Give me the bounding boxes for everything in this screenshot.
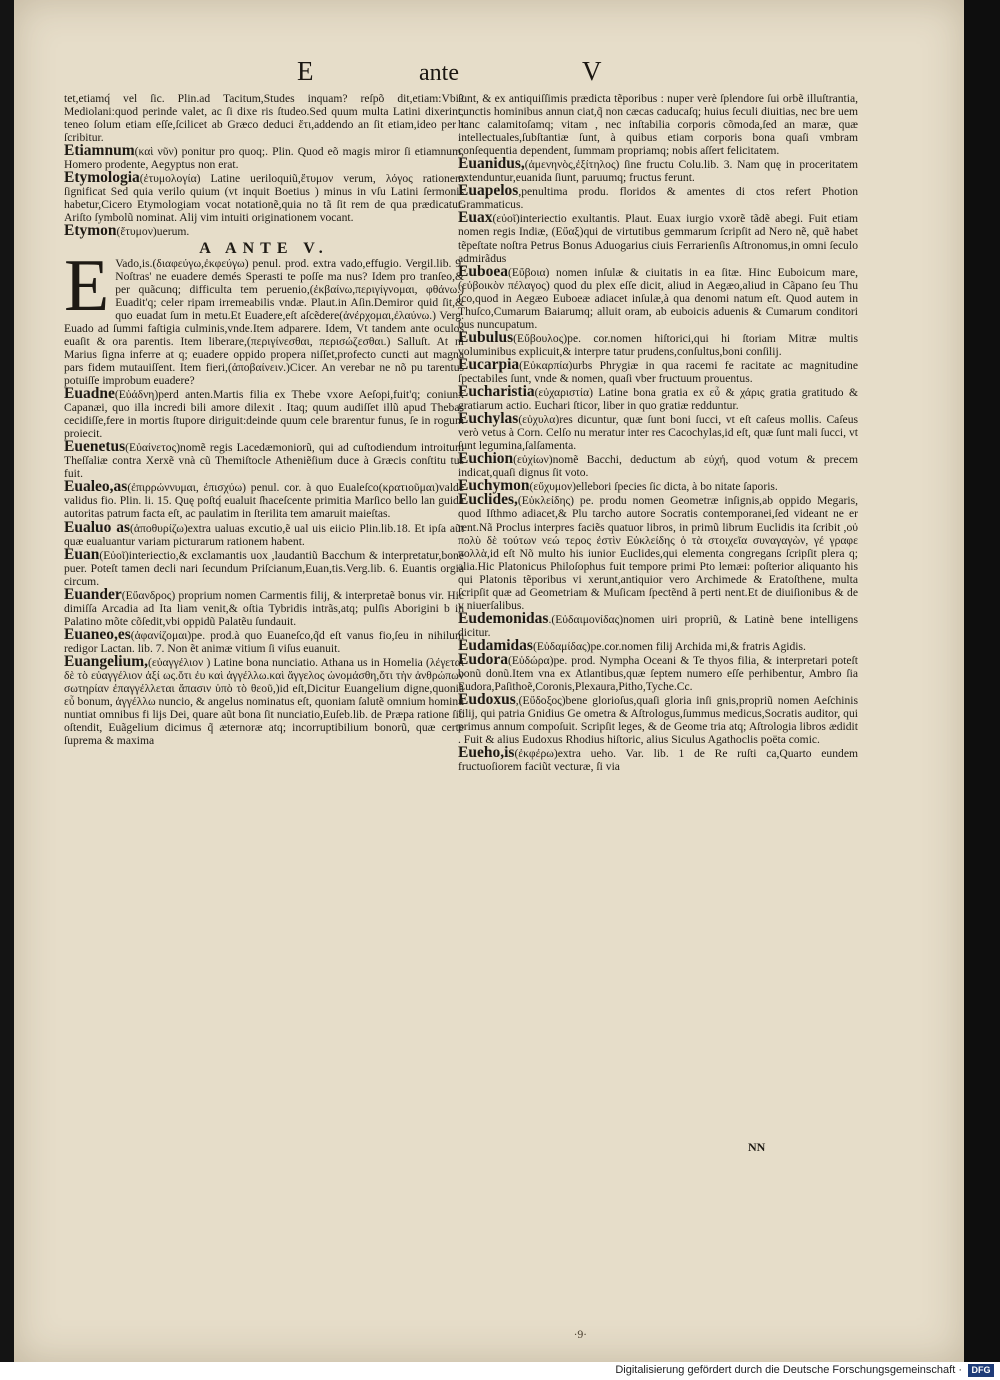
dictionary-entry <box>458 636 858 654</box>
entry-body: (ἐπιρρώννυμαι, ἐπισχύω) penul. cor. à quo Eualeſco(κρατιοῦμαι)valde validus fio. Plin. li. 15. Quę poſtq́ eualuit ſhaceſcente primitia Marſico bello lan guida autoritas patrum facta eſt, ac paulatim in ſterilita tem amaruit maieſtas. <box>64 481 464 521</box>
scan-edge <box>964 0 1000 1362</box>
entry-body: (ἀφανίζομαι)pe. prod.à quo Euaneſco,q̃d eſt vanus fio,ſeu in nihilum redigor Lactan. lib. 7. Non ẽt animæ vitium ſi viſus euanuit. <box>64 628 464 655</box>
running-head-left: E <box>297 56 314 86</box>
entry-body: (Εὐαίνετος)nomẽ regis Lacedæmoniorũ, qui ad cuſtodiendum introitum Theſſaliæ contra Xerxẽ vnà cũ Themiſtocle Atheniẽſium duce à Græcis conſtitu tus fuit. <box>64 441 464 481</box>
drop-cap: E <box>64 244 110 327</box>
entry-body: (εὔχυμον)ellebori ſpecies ſic dicta, à bo nitate ſaporis. <box>529 480 778 494</box>
entry-body: (Εὐδώρα)pe. prod. Nympha Oceani & Te thyos filia, & interpretari poteſt bonũ donũ.Item vna ex Atlantibus,quæ ſeptem numero eſſe perhibentur, Ambro ſia Eudora,Paſithoẽ,Coronis,Plexaura,Pitho,Tyche.Cc. <box>458 653 858 694</box>
dictionary-entry <box>458 609 858 639</box>
dictionary-entry <box>64 144 464 171</box>
dictionary-entry <box>458 412 858 452</box>
entry-text <box>458 92 858 157</box>
headword: Euapelos <box>458 182 519 200</box>
dictionary-entry <box>64 387 464 440</box>
headword: Euadne <box>64 385 115 403</box>
entry-body: (ἔτυμον)uerum. <box>116 225 190 239</box>
headword: Eueho,is <box>458 744 515 762</box>
dictionary-entry <box>64 545 464 588</box>
entry-body: (ἀποθυρίζω)extra ualuas excutio,ẽ ual uis eiicio Plin.lib.18. Et ipſa aũt quæ eualuantur variam picturarum rationem habent. <box>64 521 465 548</box>
dictionary-entry <box>458 211 858 264</box>
entry-body: tet,etiamq́ vel ſic. Plin.ad Tacitum,Studes inquam? reſpõ dit,etiam:Vbi? Mediolani:quod perinde valet, ac ſi dixe ris ſtudeo.Sed quum multa Latini dixerint, teneo ſolum etiam eſſe,ſcilicet ab Græco deduci ἔτι,addendo an ſit etiam,ideo per t ſcribitur. <box>64 92 464 145</box>
signature-mark: NN <box>748 1140 766 1154</box>
dictionary-entry <box>64 518 465 548</box>
entry-body: (Εὐκλείδης) pe. produ nomen Geometræ inſignis,ab oppido Megaris, quod Iſthmo adiacet,& Plu tarcho autore Socratis contemporanei,ſed videant ne er rent.Nã Proclus interpres faciẽs quatuor libros, in primũ librum Euclidis ita ſcribit ,οὐ πολὺ δὲ τούτων νεώ τερος ἐστὶν Εὐκλείδης ὁ τὰ στοιχεῖα συναγαγὼν, γέ γραφε πολλὰ,id eſt Nõ multo his iunior Euclides,qui elementa congregans ſcripſit plera q; alia.Hic Platonicus Philoſophus fuit tempore primi Pto lemæi: poſterior aliquanto his qui Platonis tẽporibus vi xerunt,antiquior vero Archimede & Eratoſthene, multa ſcripſit quæ ad Geometriam & Muſicam ſpectẽnd ã perti nent.Et de diuiſionibus & de v niuerſalibus. <box>458 494 858 612</box>
headword: Etymologia <box>64 169 140 187</box>
entry-body: (Εὔβουλος)pe. cor.nomen hiſtorici,qui hi ſtoriam Mitræ multis voluminibus explicuit,& interpre tatur prudens,conſultus,boni conſilij. <box>458 331 858 358</box>
entry-body: (Εὔβοια) nomen inſulæ & ciuitatis in ea ſitæ. Hinc Euboicum mare, (εὐβοικὸν πέλαγος) quod du plex eſſe dicit, aliud in Aegæo,aliud in Cãpano ſeu Thu ſco,quod in Aegæo Euboeæ adiacet inſulæ,à qua denomi natum eſt. Quod autem in Thuſco,Cumarum Baiarumq; alluit oram, ab euboicis aduenis & Cumarum conditori bus nuncupatum. <box>458 265 858 331</box>
headword: Euclides, <box>458 491 518 509</box>
viewer-footer-bar <box>0 1362 1000 1380</box>
headword: Eucarpia <box>458 355 520 373</box>
headword: Euenetus <box>64 438 126 456</box>
dictionary-entry <box>458 746 858 773</box>
entry-body: (ἐκφέρω)extra ueho. Var. lib. 1 de Re ruſti ca,Quarto eundem fructuoſiorem faciũt vecturæ, ſi via <box>458 747 858 774</box>
entry-text <box>64 92 464 144</box>
dictionary-entry <box>458 452 858 479</box>
running-head <box>14 56 964 86</box>
entry-body: (Εὔανδρος) proprium nomen Carmentis filij, & interpretaẽ bonus vir. Hic dimiſſa Arcadia ad Ita liam venit,& oſtia Tybridis intrãs,atq; pulſis Aborigini b in Palatino mõte cõſedit,vbi oppidũ Palatẽu ſundauit. <box>64 588 464 628</box>
dictionary-entry <box>458 184 858 211</box>
headword: Euaneo,es <box>64 625 131 643</box>
section-heading: A ANTE V. <box>199 239 329 257</box>
headword: Euax <box>458 209 493 227</box>
left-column <box>64 92 464 747</box>
entry-body: (Εὐκαρπία)urbs Phrygiæ in qua racemi fe racitate ac magnitudine ſpectabiles ſunt, vnde & nomen, quaſi vber fructuum prouentus. <box>458 358 858 385</box>
dictionary-entry <box>64 480 464 520</box>
headword: Euanidus, <box>458 155 525 173</box>
dictionary-entry <box>458 693 858 746</box>
headword: Eudora <box>458 650 508 668</box>
entry-body: (Εὐάδνη)perd anten.Martis filia ex Thebe vxore Aeſopi,fuit'q; coniunx Capanæi, quo illa incredi bili amore dilexit . Itaq; quum audiſſet illũ apud Thebas cecidiſſe,fere in mortis ſtupore diriguit:deinde quum cele brarentur funus, ſe in rogum proiecit. <box>64 388 464 441</box>
dictionary-entry <box>458 650 858 694</box>
dictionary-entry <box>458 493 858 611</box>
headword: Eudoxus <box>458 691 516 709</box>
headword: Euangelium, <box>64 652 148 670</box>
footer-mark: ·9· <box>574 1330 587 1341</box>
dictionary-entry <box>458 479 858 493</box>
entry-body: (εὐχαριστία) Latine bona gratia ex εὖ & χάρις gratia gratitudo & gratiarum actio. Euchari ſticor, liber in quo gratiæ redduntur. <box>458 386 858 413</box>
headword: Euchion <box>458 450 514 468</box>
entry-body: (Εὐδαμίδας)pe.cor.nomen filij Archida mi,& fratris Agidis. <box>532 639 806 653</box>
headword: Euboea <box>458 262 508 280</box>
headword: Euchylas <box>458 410 519 428</box>
entry-body: (εὐοῖ)interiectio exultantis. Plaut. Euax iurgio vxorẽ tãdẽ abegi. Fuit etiam nomen regis Indiæ, (Εὔαξ)qui de virtutibus gemmarum ſcripſit ad Nero nẽ, quẽ habet tẽpeſtate noſtra Petrus Bonus Aduogarius ciuis Ferrarienſis Aſtronomus,in omni ſeculo admirãdus <box>458 212 858 265</box>
dictionary-entry <box>64 652 464 748</box>
headword: Euander <box>64 585 122 603</box>
entry-body: (Εὐοῖ)interiectio,& exclamantis uox ,laudantiũ Bacchum & interpretatur,bone puer. Poteſt tamen decli nari ſecundum Priſcianum,Euan,tis.Verg.lib. 6. Euantis orgia circum. <box>64 548 464 588</box>
entry-body: (ἐτυμολογία) Latine ueriloquiũ,ἔτυμον verum, λόγος rationem ſignificat Sed quia verilo quium (vt inquit Boetius ) minus in vſu Latini ſermonis habetur,Cicero Etymologiam vocat notationẽ,quia no tã ſit rem de qua prædicatur. Ariſto ſymbolũ nominat. Alij vim intuiti originationem vocant. <box>64 172 464 225</box>
headword: Eualuo as <box>64 518 131 536</box>
entry-body: (καὶ νῦν) ponitur pro quoq;. Plin. Quod eõ magis miror ſi etiamnum, Homero prodente, Aegyptus non erat. <box>64 145 464 172</box>
headword: Euchymon <box>458 477 530 495</box>
dictionary-entry <box>64 440 464 480</box>
dictionary-entry <box>64 625 464 655</box>
headword: Etymon <box>64 222 117 240</box>
dictionary-entry <box>64 171 464 224</box>
dictionary-entry <box>458 262 858 331</box>
dfg-logo: DFG <box>968 1364 994 1377</box>
dictionary-entry <box>458 385 858 412</box>
entry-body: (εὐαγγέλιον ) Latine bona nunciatio. Athana us in Homelia (λέγεται δὲ τὸ εὐαγγέλιον ἀξί ως.ὅτι ἐυ καὶ ἀγγέλλω.καὶ ἄγγελος ὠνομάσθη,ὅτι τὴν ἀνθρώπων σωτηρίαν ἐπαγγέλλεται ἅπασιν ὑπὸ τὸ θεοῦ,)id eſt,Dicitur Euangelium digne,quoniã εὖ bonum, ἀγγέλλω nuncio, & angelus nominatus eſt, quoniam ſalutẽ omnium hominũ nuntiat omnibus fi lijs Dei, quare aũt bona ſit nunciatio,Euſeb.lib. de Præpa ratione ſic oſtendit, Euãgelium dicimus q̃ æternoræ atq; incorruptibilium bonorũ, quæ certe ſuprema & maxima <box>64 655 464 748</box>
entry-body: .(Εὐδαιμονίδας)nomen uiri propriũ, & Latinè bene intelligens dicitur. <box>458 612 858 639</box>
dictionary-entry <box>64 224 464 238</box>
book-page <box>14 0 964 1362</box>
entry-body: ſunt, & ex antiquiſſimis prædicta tẽporibus : nuper verè ſplendore ſui orbẽ illuſtrantia, cunctis hominibus annun ciat,q̃ non cæcas caducaſq; huius ſeculi diuitias, nec bre uem hanc calamitoſamq; vitam , nec inſtabilia corporis cõmoda,ſed an maræ, quæ intellectuales,ſubſtantiæ ſunt, à quibus etiam corporis bona quaſi vmbram conſequentia dependent, ſummam propriamq; nobis aſſert felicitatem. <box>458 92 858 158</box>
dictionary-entry <box>458 157 858 184</box>
entry-body: Vado,is.(διαφεύγω,ἐκφεύγω) penul. prod. extra vado,effugio. Vergil.lib. 9. Noſtras' ne euadere demés Sperasti te poſſe ma nus? Idem pro tranſeo,& per quãcunq; difficulta tem peruenio,(ἐκβαίνω,περιγίγνομαι, φθάνω.) Euadit'q; celer ripam irremeabilis vndæ. Plaut.in Aſin.Demiror quid ſit,& quo euadat ſum in metu.Et Euadere,eſt aſcẽdere(ἀνέρχομαι,ἐλαύνω.) Verg. Euado ad ſummi faſtigia culminis,vnde.Item adparere. Idem, Vt tandem ante oculos euaſit & ora parentis. Item liberare,(περιγίνεσθαι, περισώζεσθαι.) Salluſt. At ni Marius ſigna inferre at q; euadere oppido propera niſſet,profecto cuncti aut magna pars fidem mutauiſſent. Item fieri,(ἀποβαίνειν.)Cicer. An verebar ne nõ pu tarentus potuiſſe improbum euadere? <box>64 256 464 387</box>
headword: Eudamidas <box>458 636 533 654</box>
entry-body: ,(Εὔδοξος)bene glorioſus,quaſi gloria inſi gnis,propriũ nomen Aeſchinis filij, qui patria Gnidius Ge ometra & Aſtrologus,ſummus medicus,Socratis auditor, qui primus annum compoſuit. Scripſit leges, & de Geome tria atq; Aſtrologia libros ædidit . Fuit & alius Eudoxus Rhodius hiſtoric, alius Siculus Agathoclis poëta comic. <box>458 694 858 747</box>
headword: Etiamnum <box>64 142 135 160</box>
running-head-right: V <box>582 56 602 86</box>
entry-body: (ἀμενηνὸς,ἐξίτηλος) ſine fructu Colu.lib. 3. Nam quę in proceritatem extenduntur,euanida ſiunt, paruumq; fructus ferunt. <box>458 158 858 185</box>
headword: Eucharistia <box>458 383 535 401</box>
right-column <box>458 92 858 773</box>
headword: Eubulus <box>458 328 514 346</box>
dictionary-entry <box>64 585 464 628</box>
dictionary-entry <box>458 355 858 385</box>
funding-credit: Digitalisierung gefördert durch die Deutsche Forschungsgemeinschaft · <box>615 1364 962 1376</box>
entry-body: (εὐχίων)nomẽ Bacchi, deductum ab εὐχή, quod votum & precem indicat,quaſi dignus ſit voto. <box>458 453 858 480</box>
running-head-middle: ante <box>419 60 459 86</box>
headword: Eualeo,as <box>64 478 128 496</box>
headword: Eudemonidas <box>458 609 549 627</box>
dictionary-entry <box>458 328 858 358</box>
entry-body: (εὐχυλα)res dicuntur, quæ ſunt boni ſucci, vt eſt caſeus mollis. Caſeus verò vetus à Corn. Celſo nu meratur inter res Cacochylas,id eſt, quæ ſunt mali ſucci, vt ſunt legumina,ſalſamenta. <box>458 413 858 453</box>
headword: Euan <box>64 545 100 563</box>
entry-body: ,penultima produ. floridos & amentes di ctos refert Photion Grammaticus. <box>458 185 858 212</box>
